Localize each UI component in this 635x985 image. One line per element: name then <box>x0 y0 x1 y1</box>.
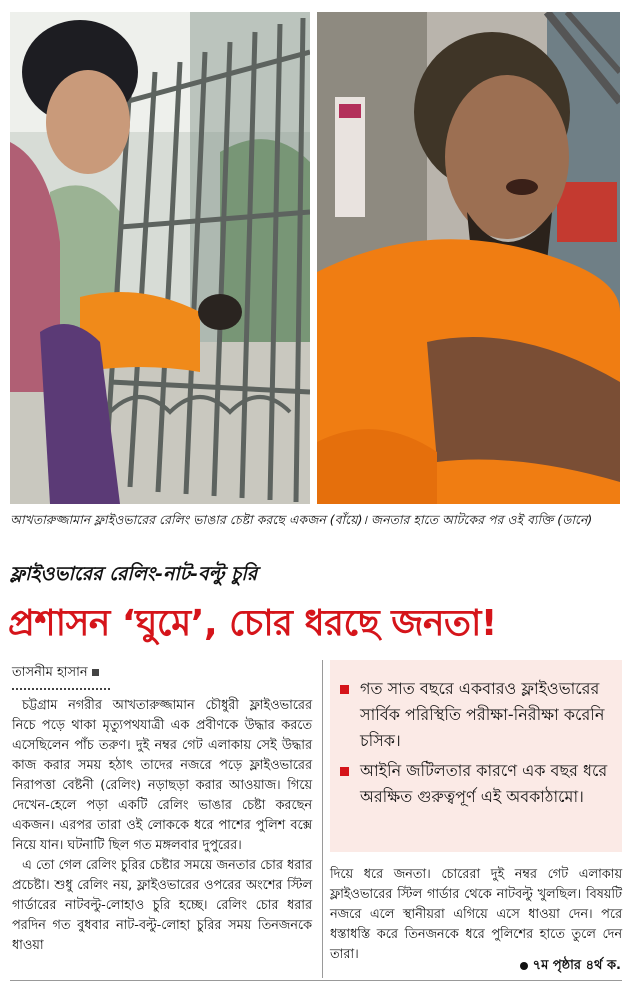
square-bullet-icon <box>340 685 349 694</box>
photo-detained-man <box>317 12 620 504</box>
kicker: ফ্লাইওভারের রেলিং-নাট-বল্টু চুরি <box>10 563 258 585</box>
photo-strip <box>10 12 620 504</box>
continued-on-page <box>520 956 621 977</box>
byline-name: তাসনীম হাসান <box>12 665 88 680</box>
article-paragraph: এ তো গেল রেলিং চুরির চেষ্টার সময়ে জনতার চোর ধরার প্রচেষ্টা। শুধু রেলিং নয়, ফ্লাইওভারের ওপরের অংশের স্টিল গার্ডারের নাটবল্টু-লোহাও চুরি হচ্ছে। রেলিং চোর ধরার পরদিন গত বুধবার নাট-বল্টু-লোহা চুরির সময় তিনজনকে ধাওয়া <box>12 858 312 953</box>
highlight-item <box>342 758 614 810</box>
byline <box>12 663 99 684</box>
article-paragraph: দিয়ে ধরে জনতা। চোরেরা দুই নম্বর গেট এলাকায় ফ্লাইওভারের স্টিল গার্ডার থেকে নাটবল্টু খুলছিল। বিষয়টি নজরে এলে স্থানীয়রা এগিয়ে এসে ধাওয়া দেন। পরে ধস্তাধস্তি করে তিনজনকে ধরে পুলিশের হাতে তুলে দেন তারা। <box>330 867 622 962</box>
article-column-left <box>12 696 312 956</box>
byline-square-icon <box>92 669 99 676</box>
continued-text: ৭ম পৃষ্ঠার ৪র্থ ক. <box>532 958 621 973</box>
photo-railing-theft-drawing <box>10 12 310 504</box>
bottom-divider <box>10 980 622 981</box>
highlight-box <box>330 660 622 852</box>
bullet-dot-icon <box>520 962 528 970</box>
byline-divider <box>12 688 110 690</box>
headline: প্রশাসন ‘ঘুমে’, চোর ধরছে জনতা! <box>8 603 497 644</box>
square-bullet-icon <box>340 767 349 776</box>
column-divider <box>322 660 323 978</box>
highlight-text: আইনি জটিলতার কারণে এক বছর ধরে অরক্ষিত গুরুত্বপূর্ণ এই অবকাঠামো। <box>360 761 608 806</box>
article-column-right <box>330 865 622 965</box>
photo-railing-theft <box>10 12 310 504</box>
photo-detained-man-drawing <box>317 12 620 504</box>
photo-caption: আখতারুজ্জামান ফ্লাইওভারের রেলিং ভাঙার চেষ্টা করছে একজন (বাঁয়ে)। জনতার হাতে আটকের পর ওই ব্যক্তি (ডানে) <box>10 512 593 527</box>
highlight-text: গত সাত বছরে একবারও ফ্লাইওভারের সার্বিক পরিস্থিতি পরীক্ষা-নিরীক্ষা করেনি চসিক। <box>360 679 605 750</box>
highlight-item <box>342 676 614 754</box>
article-paragraph: চট্টগ্রাম নগরীর আখতারুজ্জামান চৌধুরী ফ্লাইওভারের নিচে পড়ে থাকা মৃত্যুপথযাত্রী এক প্রবীণকে উদ্ধার করতে এসেছিলেন পাঁচ তরুণ। দুই নম্বর গেট এলাকায় সেই উদ্ধার কাজ করার সময় হঠাৎ তাদের নজরে পড়ে ফ্লাইওভারের নিরাপত্তা বেষ্টনী (রেলিং) নড়াছড়া করার আওয়াজ। গিয়ে দেখেন-হেলে পড়া একটি রেলিং ভাঙার চেষ্টা করছেন একজন। এরপর তারা ওই লোককে ধরে পাশের পুলিশ বক্সে নিয়ে যান। ঘটনাটি ছিল গত মঙ্গলবার দুপুরের। <box>12 698 312 853</box>
